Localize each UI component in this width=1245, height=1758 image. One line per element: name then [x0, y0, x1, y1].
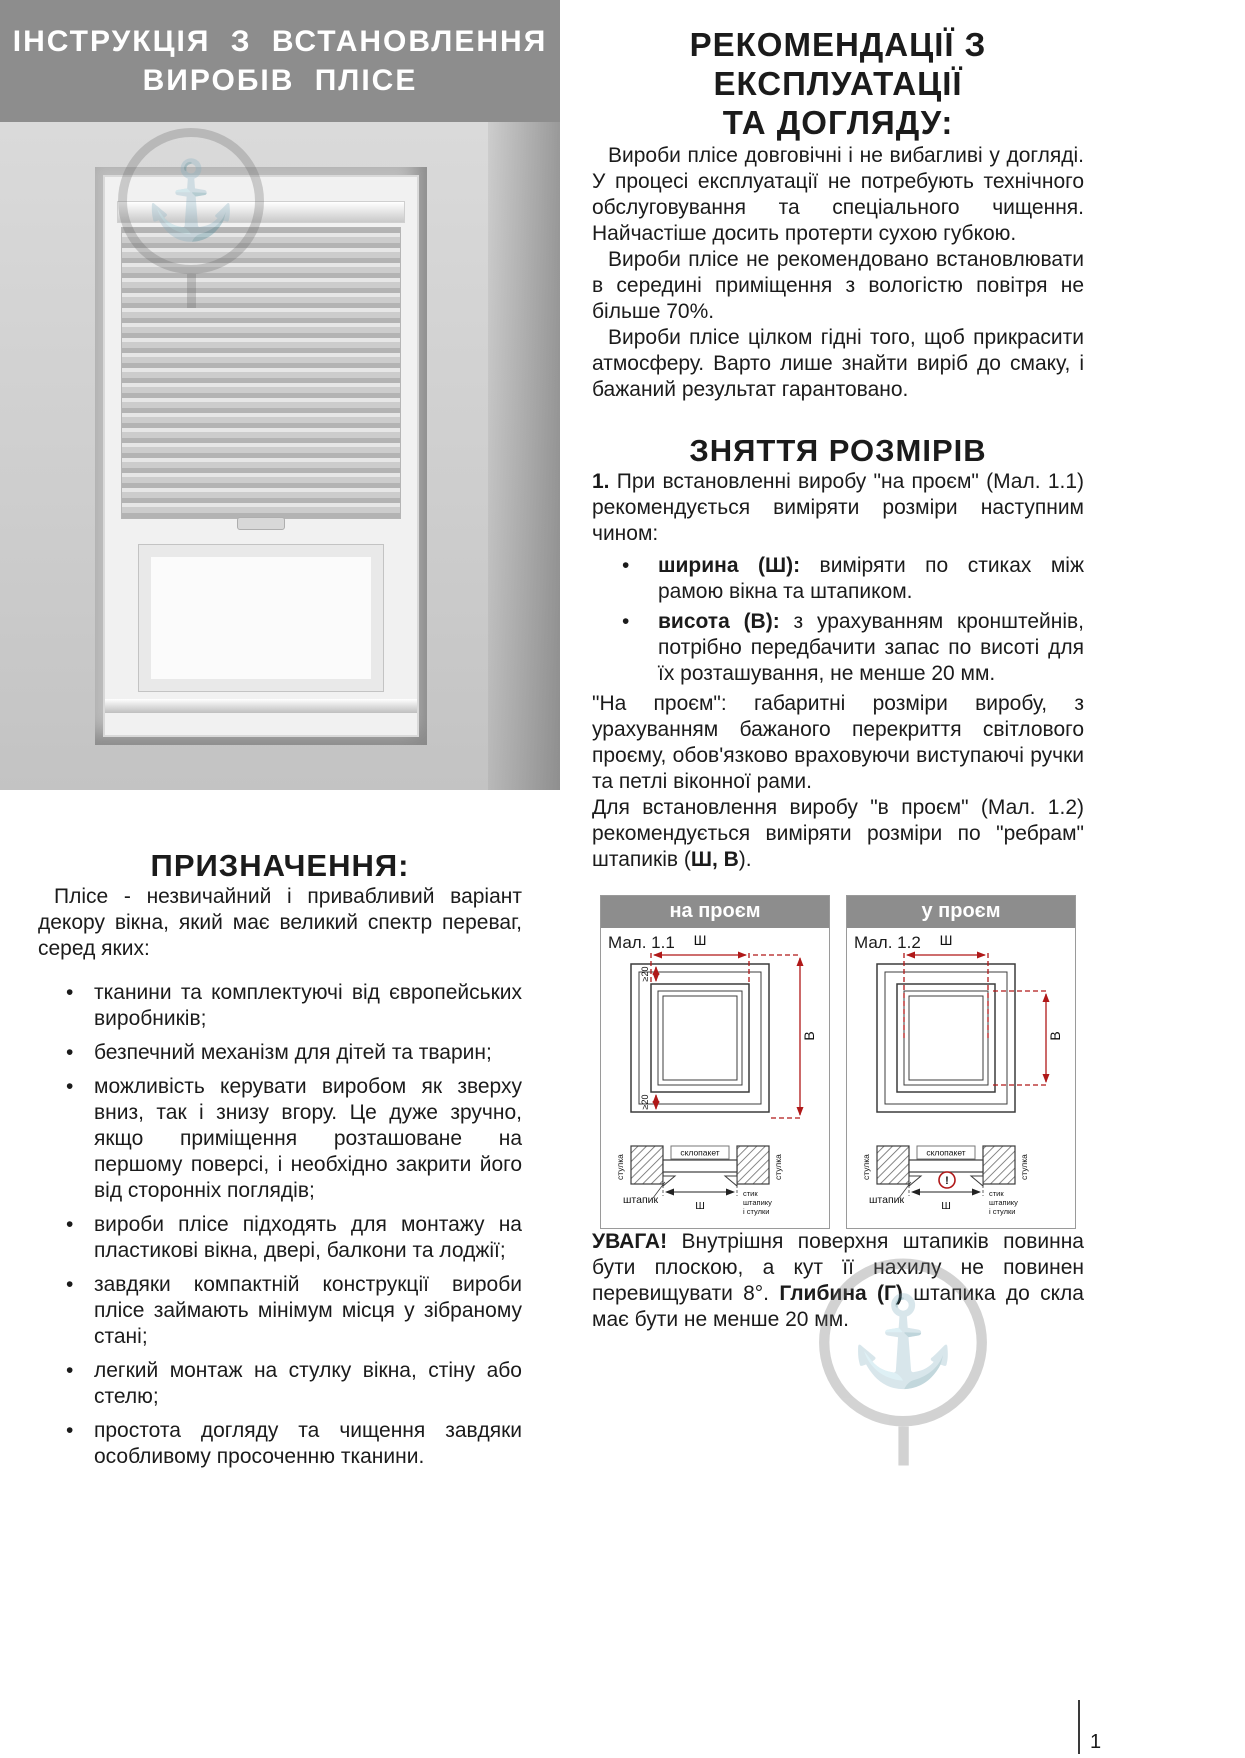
benefit-item: • можливість керувати виробом як зверху вниз, так і знизу вгору. Це дуже зручно, якщо приміщення розташоване на першому поверсі, і необхідно закрити його від сторонніх поглядів;	[58, 1074, 522, 1204]
figure-label-1-2: Мал. 1.2	[854, 932, 921, 952]
measurement-diagrams	[592, 895, 1084, 1229]
purpose-intro: Плісе - незвичайний і привабливий варіант декору вікна, який має великий спектр переваг, серед яких:	[38, 885, 522, 960]
list-item	[606, 553, 1084, 605]
window-frame-drawing	[877, 964, 1015, 1112]
purpose-title: ПРИЗНАЧЕННЯ:	[150, 848, 410, 883]
purpose-section	[0, 848, 560, 1470]
attention-mark: !	[945, 1174, 949, 1187]
diagram-na-proem	[600, 895, 830, 1229]
cross-width-label: Ш	[695, 1199, 705, 1212]
watermark-tail	[898, 1426, 908, 1465]
banner-title-line1: ІНСТРУКЦІЯ З ВСТАНОВЛЕННЯ	[12, 25, 548, 58]
cross-section	[861, 1146, 1029, 1216]
care-paragraph-1: Вироби плісе довговічні і не вибагливі у догляді. У процесі експлуатації не потребують технічного обслуговування та спеціального чищення. Найчастіше досить протерти сухою губкою.	[592, 143, 1084, 245]
gte20-bottom-label: ≥20	[640, 1094, 650, 1110]
dimension-lines	[651, 950, 800, 1118]
styk-label-3: і стулки	[743, 1206, 770, 1216]
warning-bold: Глибина (Г)	[779, 1281, 903, 1305]
shtapyk-label: штапик	[623, 1193, 659, 1206]
warning-label: УВАГА!	[592, 1229, 668, 1253]
sklopaket-label: склопакет	[926, 1147, 966, 1158]
bullet-text: з урахуванням кронштейнів, потрібно передбачити запас по висоті для їх розташування, не менше 20 мм.	[658, 609, 1084, 685]
recommendations-title-line2: ТА ДОГЛЯДУ:	[722, 103, 954, 141]
styk-label-3: і стулки	[989, 1206, 1016, 1216]
list-item	[606, 609, 1084, 687]
height-dim-label: В	[1047, 1031, 1063, 1041]
cross-section	[615, 1146, 783, 1216]
banner-title-line2: ВИРОБІВ ПЛІСЕ	[142, 64, 418, 97]
benefit-item: • вироби плісе підходять для монтажу на пластикові вікна, двері, балкони та лоджії;	[58, 1212, 522, 1264]
sklopaket-label: склопакет	[680, 1147, 720, 1158]
product-photo	[0, 122, 560, 790]
warning-text-2: штапика до скла має бути не менше 20 мм.	[592, 1281, 1084, 1331]
cross-width-label: Ш	[941, 1199, 951, 1212]
styk-label-1: стик	[989, 1188, 1004, 1198]
window-frame-drawing	[631, 964, 769, 1112]
bullet-term-width: ширина (Ш):	[658, 553, 801, 577]
v-proem-text: Для встановлення виробу "в проєм" (Мал. 1.2) рекомендується виміряти розміри по "ребрам" штапиків (	[592, 795, 1084, 871]
figure-label-1-1: Мал. 1.1	[608, 932, 675, 952]
styk-label-2: штапику	[743, 1197, 772, 1207]
warning-text-1: Внутрішня поверхня штапиків повинна бути плоскою, а кут її нахилу не повинен перевищувати 8°.	[592, 1229, 1084, 1305]
bullet-term-height: висота (В):	[658, 609, 780, 633]
care-paragraph-3: Вироби плісе цілком гідні того, щоб прикрасити атмосферу. Варто лише знайти виріб до смаку, і бажаний результат гарантовано.	[592, 325, 1084, 401]
anchor-icon: ⚓	[143, 158, 239, 243]
styk-label-2: штапику	[989, 1197, 1018, 1207]
right-column	[592, 0, 1084, 1333]
benefits-list	[38, 980, 522, 1470]
styk-label-1: стик	[743, 1188, 758, 1198]
step-number: 1.	[592, 469, 610, 493]
watermark-ring	[118, 128, 264, 274]
width-dim-label: Ш	[693, 931, 707, 948]
measuring-title: ЗНЯТТЯ РОЗМІРІВ	[689, 432, 987, 468]
recommendations-title-line1: РЕКОМЕНДАЦІЇ З ЕКСПЛУАТАЦІЇ	[689, 26, 987, 102]
window-sill	[105, 699, 417, 713]
page-number	[1078, 1700, 1101, 1754]
care-paragraph-2: Вироби плісе не рекомендовано встановлювати в середині приміщення з вологістю повітря не більше 70%.	[592, 247, 1084, 323]
stulka-right-label: стулка	[773, 1153, 783, 1180]
measuring-step-1	[592, 469, 1084, 547]
diagram-body	[847, 928, 1075, 1228]
window-diagram-1-2	[847, 928, 1075, 1228]
diagram-u-proem	[846, 895, 1076, 1229]
v-proem-end: ).	[738, 847, 752, 871]
benefit-item: • завдяки компактній конструкції вироби плісе займають мінімум місця у зібраному стані;	[58, 1272, 522, 1350]
shtapyk-label: штапик	[869, 1193, 905, 1206]
dimension-lines	[904, 950, 1046, 1085]
watermark-logo	[819, 1259, 987, 1466]
diagram-body	[601, 928, 829, 1228]
watermark-tail	[187, 274, 196, 308]
window-diagram-1-1	[601, 928, 829, 1228]
benefit-item: • тканини та комплектуючі від європейських виробників;	[58, 980, 522, 1032]
measuring-bullets	[592, 553, 1084, 687]
watermark-logo	[118, 128, 264, 308]
benefit-item: • безпечний механізм для дітей та тварин;	[58, 1040, 522, 1066]
title-banner	[0, 0, 560, 122]
benefit-item: • легкий монтаж на стулку вікна, стіну або стелю;	[58, 1358, 522, 1410]
stulka-left-label: стулка	[861, 1153, 871, 1180]
window-glass	[139, 545, 383, 691]
step-text: При встановленні виробу "на проєм" (Мал. 1.1) рекомендується виміряти розміри наступним чином:	[592, 469, 1084, 545]
left-column	[0, 0, 560, 1478]
v-proem-bold: Ш, В	[690, 847, 739, 871]
width-dim-label: Ш	[939, 931, 953, 948]
blind-handle	[237, 517, 285, 530]
v-proem-paragraph	[592, 795, 1084, 873]
wall-shadow	[488, 122, 560, 790]
na-proem-paragraph: "На проєм": габаритні розміри виробу, з урахуванням бажаного перекриття світлового проєму, обов'язково враховуючи виступаючі ручки та петлі віконної рами.	[592, 691, 1084, 793]
diagram-header-u-proem: у проєм	[847, 896, 1075, 928]
bullet-text: виміряти по стиках між рамою вікна та штапиком.	[658, 553, 1084, 603]
stulka-right-label: стулка	[1019, 1153, 1029, 1180]
diagram-header-na-proem: на проєм	[601, 896, 829, 928]
watermark-ring	[819, 1259, 987, 1427]
recommendations-title	[592, 26, 1084, 143]
gte20-top-label: ≥20	[640, 966, 650, 982]
benefit-item: • простота догляду та чищення завдяки особливому просоченню тканини.	[58, 1418, 522, 1470]
anchor-icon: ⚓	[848, 1293, 958, 1391]
stulka-left-label: стулка	[615, 1153, 625, 1180]
page-number-value: 1	[1090, 1731, 1102, 1753]
height-dim-label: В	[801, 1031, 817, 1041]
